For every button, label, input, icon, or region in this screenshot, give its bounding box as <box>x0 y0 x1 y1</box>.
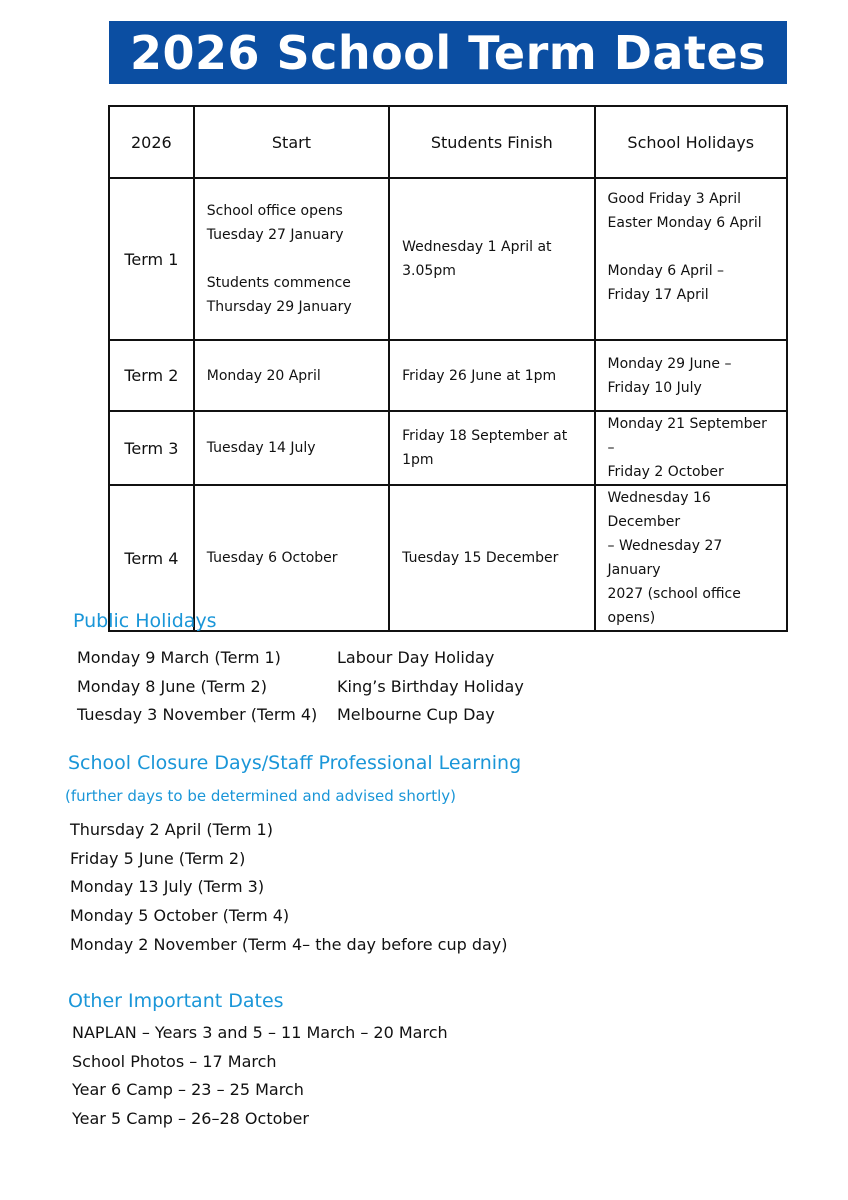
holiday-name: Labour Day Holiday <box>337 648 495 667</box>
table-header-row <box>109 106 787 178</box>
cell-line: Friday 18 September at 1pm <box>402 428 568 468</box>
start-cell <box>194 178 389 340</box>
closure-days-list <box>70 816 508 960</box>
cell-line: Tuesday 14 July <box>206 440 316 456</box>
finish-cell <box>389 340 594 411</box>
list-item: Thursday 2 April (Term 1) <box>70 820 273 839</box>
cell-line: Tuesday 15 December <box>402 550 559 566</box>
page-title: 2026 School Term Dates <box>109 21 787 84</box>
list-item: Friday 5 June (Term 2) <box>70 848 246 868</box>
start-cell <box>194 340 389 411</box>
column-header-finish: Students Finish <box>389 106 594 178</box>
cell-line: Tuesday 27 January <box>206 227 344 243</box>
list-item: Year 6 Camp – 23 – 25 March <box>72 1080 304 1100</box>
cell-line: – Wednesday 27 January <box>607 538 723 578</box>
list-item: Monday 13 July (Term 3) <box>70 877 265 897</box>
closure-days-note: (further days to be determined and advised shortly) <box>65 787 456 805</box>
list-item <box>77 673 597 702</box>
cell-line: Friday 10 July <box>607 379 702 396</box>
list-item: Year 5 Camp – 26–28 October <box>72 1109 309 1129</box>
term-label: Term 3 <box>109 411 194 485</box>
list-item: Monday 5 October (Term 4) <box>70 906 290 926</box>
list-item <box>77 701 597 730</box>
cell-line: Friday 26 June at 1pm <box>402 367 557 384</box>
cell-line: 2027 (school office opens) <box>607 586 741 626</box>
column-header-holidays: School Holidays <box>595 106 787 178</box>
cell-line: Wednesday 16 December <box>607 490 711 530</box>
holidays-cell <box>595 411 787 485</box>
start-cell <box>194 411 389 485</box>
cell-spacer <box>608 235 774 259</box>
start-cell <box>194 485 389 631</box>
public-holidays-heading: Public Holidays <box>73 610 217 632</box>
cell-spacer <box>207 247 376 271</box>
cell-line: Good Friday 3 April <box>607 191 742 207</box>
holidays-cell <box>595 178 787 340</box>
holiday-name: Melbourne Cup Day <box>337 705 495 725</box>
holiday-date: Tuesday 3 November (Term 4) <box>77 705 318 725</box>
finish-cell <box>389 411 594 485</box>
column-header-start: Start <box>194 106 389 178</box>
term-label: Term 4 <box>109 485 194 631</box>
holidays-cell <box>595 485 787 631</box>
cell-line: Friday 2 October <box>607 464 724 480</box>
list-item <box>77 644 597 673</box>
other-dates-heading: Other Important Dates <box>68 990 284 1012</box>
cell-line: Wednesday 1 April at 3.05pm <box>402 239 552 279</box>
finish-cell <box>389 178 594 340</box>
cell-line: Monday 29 June – <box>607 355 732 372</box>
term-label: Term 1 <box>109 178 194 340</box>
list-item: School Photos – 17 March <box>72 1051 277 1071</box>
cell-line: Easter Monday 6 April <box>607 215 762 231</box>
term-label: Term 2 <box>109 340 194 411</box>
term-dates-table <box>108 105 788 632</box>
cell-line: Tuesday 6 October <box>206 550 338 566</box>
table-row <box>109 411 787 485</box>
cell-line: Monday 21 September – <box>607 416 767 456</box>
holiday-date: Monday 8 June (Term 2) <box>77 676 267 696</box>
finish-cell <box>389 485 594 631</box>
list-item: Monday 2 November (Term 4– the day before cup day) <box>70 934 508 954</box>
cell-line: Monday 6 April – <box>607 263 725 279</box>
cell-line: School office opens <box>206 203 343 219</box>
list-item: NAPLAN – Years 3 and 5 – 11 March – 20 March <box>72 1023 448 1042</box>
cell-line: Thursday 29 January <box>206 299 352 315</box>
holidays-cell <box>595 340 787 411</box>
cell-line: Students commence <box>206 275 351 291</box>
holiday-date: Monday 9 March (Term 1) <box>77 648 281 667</box>
closure-days-heading: School Closure Days/Staff Professional Learning <box>68 752 522 774</box>
holiday-name: King’s Birthday Holiday <box>337 676 524 696</box>
table-row <box>109 340 787 411</box>
cell-line: Monday 20 April <box>206 367 321 384</box>
other-dates-list <box>72 1019 448 1134</box>
public-holidays-list <box>77 644 597 730</box>
cell-line: Friday 17 April <box>607 287 709 303</box>
column-header-year: 2026 <box>109 106 194 178</box>
table-row <box>109 178 787 340</box>
